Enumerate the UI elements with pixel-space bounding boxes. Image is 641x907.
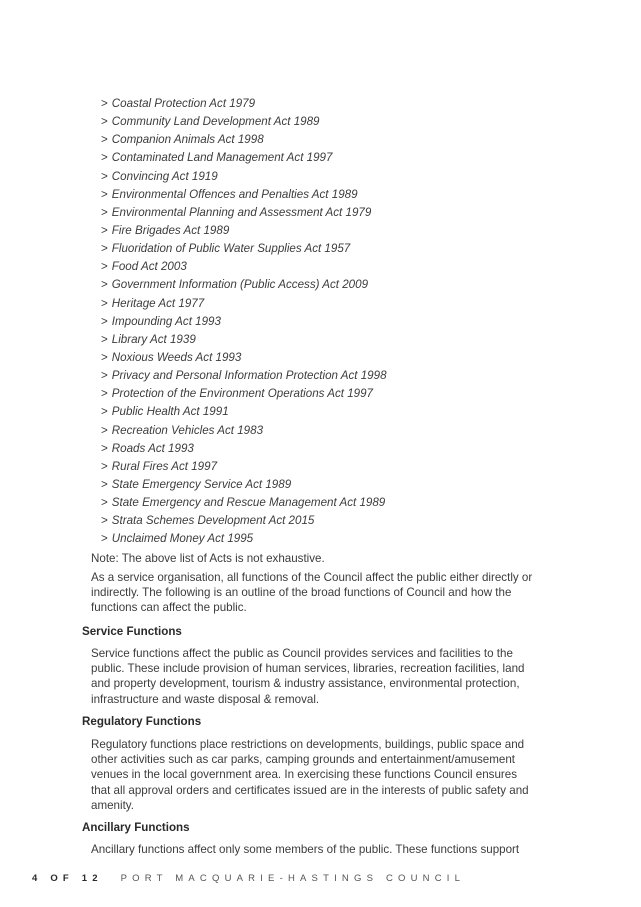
- bullet-marker: >: [101, 223, 108, 237]
- regulatory-functions-heading: Regulatory Functions: [82, 715, 202, 728]
- list-item: [101, 240, 387, 258]
- act-title: Strata Schemes Development Act 2015: [111, 514, 315, 528]
- act-title: Privacy and Personal Information Protection Act 1998: [111, 369, 387, 383]
- list-item: [101, 512, 387, 530]
- bullet-marker: >: [101, 350, 108, 364]
- act-title: Contaminated Land Management Act 1997: [111, 151, 333, 165]
- bullet-marker: >: [101, 314, 108, 328]
- bullet-marker: >: [101, 242, 108, 256]
- list-item: [101, 113, 387, 131]
- act-title: Fluoridation of Public Water Supplies Act 1957: [111, 242, 351, 256]
- list-item: [101, 222, 387, 240]
- act-title: Public Health Act 1991: [111, 405, 229, 419]
- bullet-marker: >: [101, 296, 108, 310]
- regulatory-functions-body: Regulatory functions place restrictions on developments, buildings, public space and other activities such as car parks, camping grounds and entertainment/amusement venues in the local government area. In exercising these functions Council ensures that all approval orders and certificates issued are in the interests of public safety and amenity.: [91, 738, 529, 812]
- list-item: [101, 149, 387, 167]
- act-title: Fire Brigades Act 1989: [111, 223, 230, 237]
- service-functions-heading: Service Functions: [82, 625, 182, 638]
- bullet-marker: >: [101, 115, 108, 129]
- list-item: [101, 349, 387, 367]
- bullet-marker: >: [101, 532, 108, 546]
- list-item: [101, 476, 387, 494]
- list-item: [101, 385, 387, 403]
- list-item: [101, 186, 387, 204]
- list-item: [101, 367, 387, 385]
- bullet-marker: >: [101, 187, 108, 201]
- bullet-marker: >: [101, 423, 108, 437]
- list-item: [101, 276, 387, 294]
- bullet-marker: >: [101, 514, 108, 528]
- page-number: 4 OF 12: [32, 873, 103, 884]
- page-footer: [32, 873, 465, 884]
- act-title: Food Act 2003: [111, 260, 187, 274]
- act-title: State Emergency and Rescue Management Act 1989: [111, 496, 386, 510]
- act-title: Coastal Protection Act 1979: [111, 97, 256, 110]
- act-title: Unclaimed Money Act 1995: [111, 532, 254, 546]
- act-title: Roads Act 1993: [111, 441, 194, 455]
- list-item: [101, 494, 387, 512]
- act-title: Companion Animals Act 1998: [111, 133, 264, 147]
- act-title: Environmental Offences and Penalties Act 1989: [111, 187, 358, 201]
- service-functions-body: Service functions affect the public as Council provides services and facilities to the public. These include provision of human services, libraries, recreation facilities, land and property development, tourism & industry assistance, environmental protection, infrastructure and waste disposal & removal.: [91, 647, 525, 706]
- list-item: [101, 403, 387, 421]
- act-title: State Emergency Service Act 1989: [111, 477, 292, 491]
- bullet-marker: >: [101, 278, 108, 292]
- bullet-marker: >: [101, 369, 108, 383]
- list-item: [101, 95, 387, 113]
- bullet-marker: >: [101, 169, 108, 183]
- act-title: Noxious Weeds Act 1993: [111, 350, 242, 364]
- act-title: Rural Fires Act 1997: [111, 459, 218, 473]
- act-title: Recreation Vehicles Act 1983: [111, 423, 264, 437]
- ancillary-functions-heading: Ancillary Functions: [82, 821, 190, 834]
- intro-paragraph: As a service organisation, all functions of the Council affect the public either directly or indirectly. The following is an outline of the broad functions of Council and how the functions can affect the public.: [91, 571, 533, 615]
- list-item: [101, 313, 387, 331]
- ancillary-functions-body: Ancillary functions affect only some members of the public. These functions support: [91, 843, 520, 856]
- bullet-marker: >: [101, 496, 108, 510]
- bullet-marker: >: [101, 441, 108, 455]
- list-item: [101, 422, 387, 440]
- list-item: [101, 204, 387, 222]
- council-name: PORT MACQUARIE-HASTINGS COUNCIL: [120, 873, 466, 884]
- list-item: [101, 295, 387, 313]
- bullet-marker: >: [101, 477, 108, 491]
- list-item: [101, 458, 387, 476]
- list-item: [101, 440, 387, 458]
- bullet-marker: >: [101, 151, 108, 165]
- bullet-marker: >: [101, 260, 108, 274]
- bullet-marker: >: [101, 133, 108, 147]
- acts-list: [101, 95, 387, 549]
- list-item: [101, 530, 387, 548]
- bullet-marker: >: [101, 332, 108, 346]
- bullet-marker: >: [101, 405, 108, 419]
- bullet-marker: >: [101, 387, 108, 401]
- act-title: Convincing Act 1919: [111, 169, 218, 183]
- list-item: [101, 131, 387, 149]
- act-title: Library Act 1939: [111, 332, 196, 346]
- act-title: Heritage Act 1977: [111, 296, 205, 310]
- list-item: [101, 258, 387, 276]
- bullet-marker: >: [101, 97, 108, 110]
- act-title: Government Information (Public Access) Act 2009: [111, 278, 369, 292]
- act-title: Protection of the Environment Operations Act 1997: [111, 387, 374, 401]
- bullet-marker: >: [101, 459, 108, 473]
- bullet-marker: >: [101, 205, 108, 219]
- act-title: Impounding Act 1993: [111, 314, 221, 328]
- act-title: Environmental Planning and Assessment Act 1979: [111, 205, 372, 219]
- act-title: Community Land Development Act 1989: [111, 115, 320, 129]
- acts-note: Note: The above list of Acts is not exhaustive.: [91, 552, 325, 565]
- list-item: [101, 168, 387, 186]
- list-item: [101, 331, 387, 349]
